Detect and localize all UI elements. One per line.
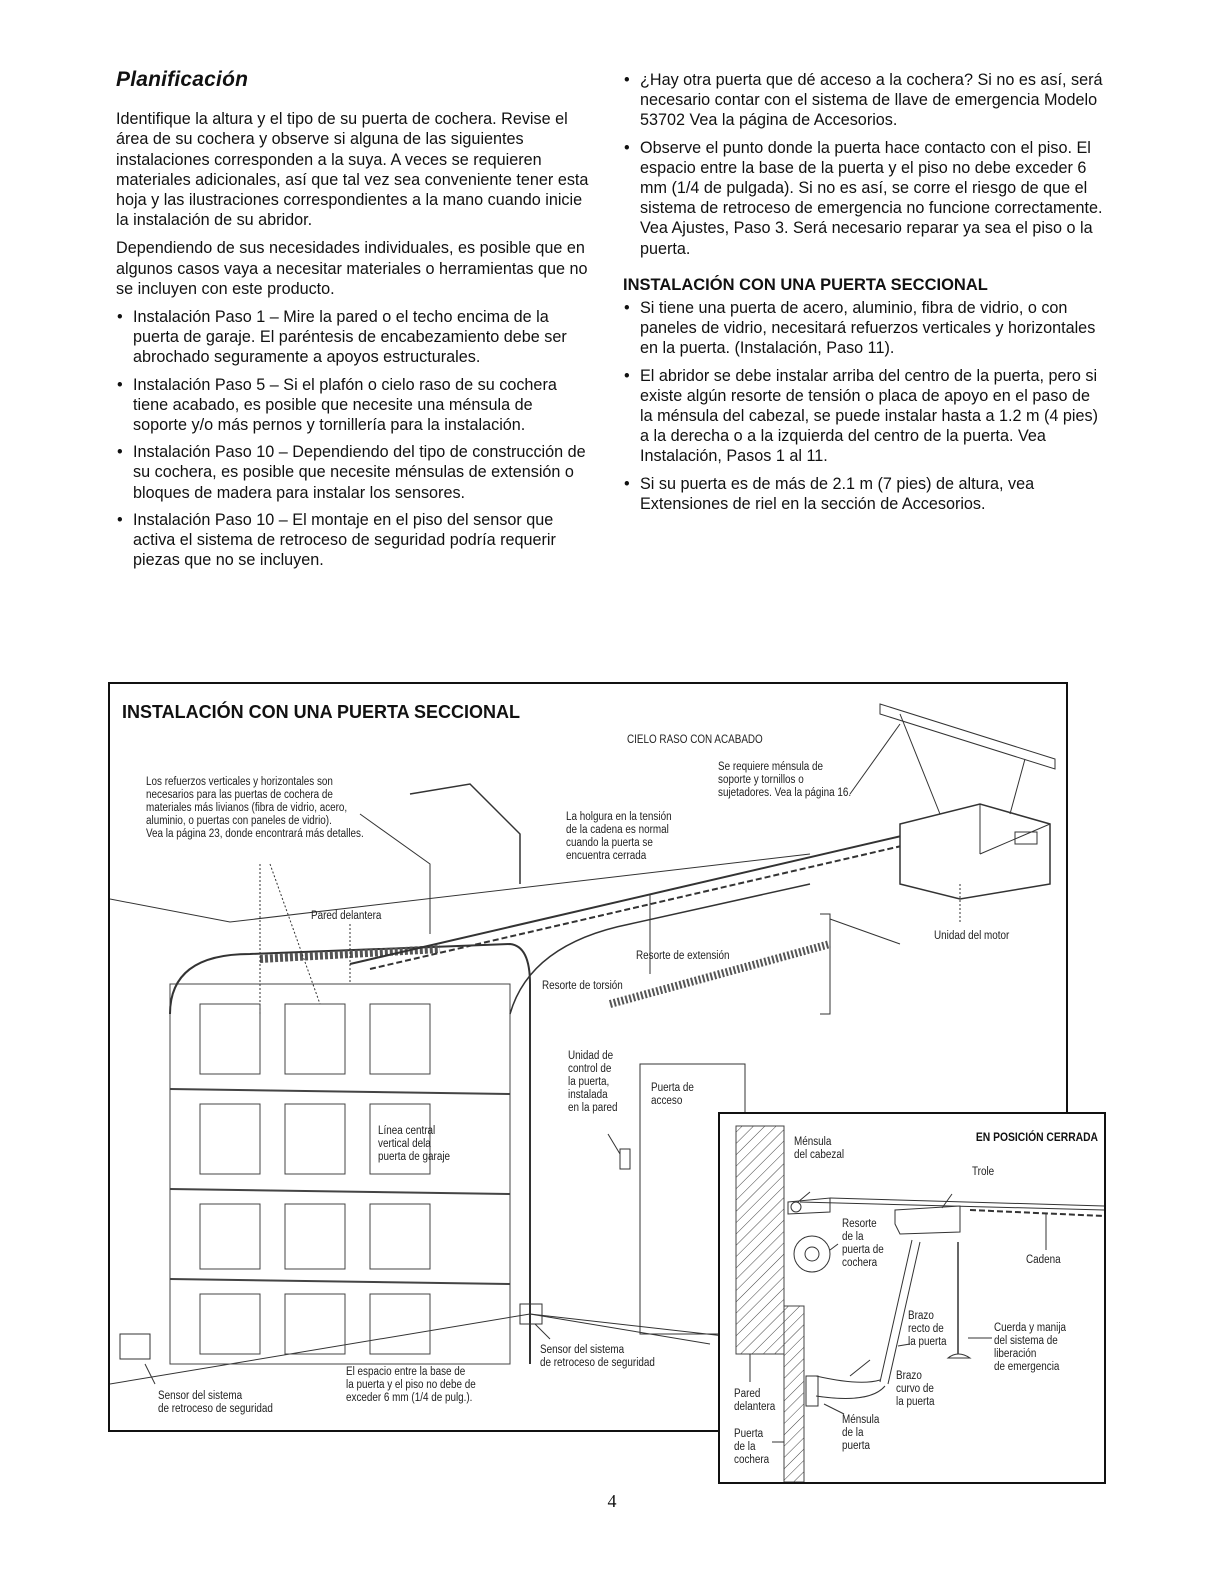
list-item: • Instalación Paso 10 – El montaje en el piso del sensor que activa el sistema de retroceso de seguridad podría requerir piezas que no se incluyen. — [116, 510, 590, 571]
header-bracket — [410, 784, 520, 884]
label-line: Resorte — [842, 1218, 877, 1230]
sectional-door-list — [623, 298, 1103, 514]
leader-line — [850, 724, 900, 794]
label-line: delantera — [734, 1401, 776, 1413]
requirements-list — [116, 307, 590, 570]
curved-arm — [816, 1376, 885, 1398]
chain-label: Cadena — [1026, 1254, 1061, 1266]
label-line: Brazo — [896, 1370, 922, 1382]
door-control-label — [568, 1050, 617, 1115]
access-door-label — [651, 1082, 694, 1108]
label-line: curvo de — [896, 1383, 934, 1395]
wall-control-box — [620, 1149, 630, 1169]
label-line: Puerta de — [651, 1082, 694, 1094]
chain — [970, 1210, 1104, 1216]
trolley-label: Trole — [972, 1166, 995, 1178]
sensor-right-label — [540, 1344, 655, 1370]
release-rope-label — [994, 1322, 1066, 1374]
reinforcement-note — [146, 776, 364, 841]
label-line: acceso — [651, 1095, 683, 1107]
leader-line — [830, 1244, 838, 1250]
label-line: la puerta, — [568, 1076, 610, 1088]
label-line: Los refuerzos verticales y horizontales son — [146, 776, 333, 788]
list-item: • Instalación Paso 10 – Dependiendo del tipo de construcción de su cochera, es posible que necesite ménsulas de extensión o bloques de madera para instalar los sensores. — [116, 442, 590, 503]
closed-position-illustration — [720, 1114, 1104, 1482]
label-line: vertical dela — [378, 1138, 431, 1150]
extension-spring-label: Resorte de extensión — [636, 950, 730, 962]
label-line: puerta de garaje — [378, 1151, 451, 1163]
list-item: • Instalación Paso 1 – Mire la pared o el techo encima de la puerta de garaje. El paréntesis de encabezamiento debe ser abrochado seguramente a apoyos estructurales. — [116, 307, 590, 368]
label-line: cochera — [842, 1257, 878, 1269]
inset-title: EN POSICIÓN CERRADA — [975, 1130, 1098, 1144]
door-bracket — [806, 1376, 818, 1406]
chain-slack-label — [566, 811, 672, 863]
label-line: puerta — [842, 1440, 871, 1452]
ceiling-bracket — [880, 704, 1055, 769]
list-item: • ¿Hay otra puerta que dé acceso a la cochera? Si no es así, será necesario contar con el sistema de llave de emergencia Modelo 53702 Vea la página de Accesorios. — [623, 70, 1103, 131]
label-line: Sensor del sistema — [540, 1344, 625, 1356]
door-bracket-label — [842, 1414, 879, 1453]
motor-unit-label: Unidad del motor — [934, 930, 1010, 942]
label-line: encuentra cerrada — [566, 850, 647, 862]
label-line: recto de — [908, 1323, 944, 1335]
label-line: Se requiere ménsula de — [718, 761, 824, 773]
closed-position-inset — [718, 1112, 1106, 1484]
torsion-spring-label: Resorte de torsión — [542, 980, 623, 992]
label-line: de la — [842, 1231, 864, 1243]
left-column — [116, 70, 590, 577]
release-handle — [948, 1354, 970, 1358]
intro-paragraph: Dependiendo de sus necesidades individuales, es posible que en algunos casos vaya a necesitar materiales o herramientas que no se incluyen con este producto. — [116, 239, 588, 298]
label-line: materiales más livianos (fibra de vidrio, acero, — [146, 802, 348, 814]
label-line: de emergencia — [994, 1361, 1060, 1373]
label-line: Unidad de — [568, 1050, 614, 1062]
leader-line — [535, 1324, 550, 1339]
intro-paragraph: Identifique la altura y el tipo de su puerta de cochera. Revise el área de su cochera y observe si alguna de las siguientes instalaciones corresponden a la suya. A veces se requieren materiales adicionales, así que tal vez sea conveniente tener esta hoja y las ilustraciones correspondientes a la mano cuando inicie la instalación de su abridor. — [116, 110, 589, 230]
label-line: cochera — [734, 1454, 770, 1466]
door-track — [170, 944, 530, 1364]
header-bracket-label — [794, 1136, 844, 1162]
spring-bracket — [820, 914, 900, 1014]
leader-line — [608, 1134, 620, 1154]
label-line: control de — [568, 1063, 612, 1075]
checks-list — [623, 70, 1103, 259]
bracket-strap — [900, 714, 1025, 814]
label-line: de retroceso de seguridad — [540, 1357, 655, 1369]
label-line: de la cadena es normal — [566, 824, 669, 836]
leader-line — [850, 1360, 870, 1376]
label-line: necesarios para las puertas de cochera de — [146, 789, 333, 801]
bracket-required-label — [718, 761, 851, 800]
label-line: Pared — [734, 1388, 761, 1400]
list-item: • Si tiene una puerta de acero, aluminio, fibra de vidrio, o con paneles de vidrio, necesitará refuerzos verticales y horizontales en la puerta. (Instalación, Paso 11). — [623, 298, 1103, 359]
label-line: en la pared — [568, 1102, 618, 1114]
spring-drum — [794, 1236, 830, 1272]
inset-front-wall-label — [734, 1388, 775, 1414]
right-column — [623, 70, 1103, 521]
label-line: del sistema de — [994, 1335, 1058, 1347]
label-line: liberación — [994, 1348, 1037, 1360]
garage-door — [170, 984, 510, 1364]
list-item: • Si su puerta es de más de 2.1 m (7 pies) de altura, vea Extensiones de riel en la sección de Accesorios. — [623, 474, 1103, 514]
finished-ceiling-label: CIELO RASO CON ACABADO — [627, 734, 763, 746]
label-line: cuando la puerta se — [566, 837, 653, 849]
front-wall-hatch — [736, 1126, 784, 1354]
label-line: exceder 6 mm (1/4 de pulg.). — [346, 1392, 473, 1404]
door-track-right — [510, 884, 810, 1014]
side-wall-line — [530, 1314, 710, 1344]
leader-line — [824, 1404, 844, 1414]
label-line: Cuerda y manija — [994, 1322, 1067, 1334]
garage-door-label — [734, 1428, 769, 1467]
door-spring-label — [842, 1218, 884, 1270]
list-item: • El abridor se debe instalar arriba del centro de la puerta, pero si existe algún resorte de tensión o placa de apoyo en el paso de la ménsula del cabezal, se puede instalar hasta a 1.2 m (4 pies) a la derecha o a la izquierda del centro de la puerta. Vea Instalación, Pasos 1 al 11. — [623, 366, 1103, 467]
diagram-title: INSTALACIÓN CON UNA PUERTA SECCIONAL — [122, 702, 520, 722]
front-wall-label: Pared delantera — [311, 910, 382, 922]
label-line: soporte y tornillos o — [718, 774, 804, 786]
label-line: Sensor del sistema — [158, 1390, 243, 1402]
subsection-title: INSTALACIÓN CON UNA PUERTA SECCIONAL — [623, 275, 988, 294]
label-line: Ménsula — [842, 1414, 880, 1426]
label-line: la puerta — [908, 1336, 947, 1348]
list-item: • Instalación Paso 5 – Si el plafón o cielo raso de su cochera tiene acabado, es posible que necesite una ménsula de soporte y/o más pernos y tornillería para la instalación. — [116, 375, 590, 436]
label-line: aluminio, o puertas con paneles de vidrio). — [146, 815, 332, 827]
ceiling-line — [110, 854, 810, 922]
leader-line — [145, 1364, 155, 1384]
label-line: puerta de — [842, 1244, 884, 1256]
label-line: de la — [734, 1441, 756, 1453]
label-line: la puerta — [896, 1396, 935, 1408]
label-line: la puerta y el piso no debe de — [346, 1379, 476, 1391]
label-line: de la — [842, 1427, 864, 1439]
label-line: del cabezal — [794, 1149, 845, 1161]
garage-door-hatch — [784, 1306, 804, 1482]
page-number: 4 — [607, 1491, 617, 1511]
label-line: Línea central — [378, 1125, 436, 1137]
label-line: La holgura en la tensión — [566, 811, 672, 823]
list-item: • Observe el punto donde la puerta hace contacto con el piso. El espacio entre la base de la puerta y el piso no debe exceder 6 mm (1/4 de pulgada). Si no es así, se corre el riesgo de que el sistema de retroceso de emergencia no funcione correctamente. Vea Ajustes, Paso 3. Será necesario reparar ya sea el piso o la puerta. — [623, 138, 1103, 259]
centerline-label — [378, 1125, 450, 1164]
label-line: Ménsula — [794, 1136, 832, 1148]
sensor-left-bracket — [120, 1334, 150, 1359]
label-line: de retroceso de seguridad — [158, 1403, 273, 1415]
sensor-left-label — [158, 1390, 273, 1416]
motor-unit — [900, 804, 1050, 899]
trolley — [895, 1206, 960, 1234]
curved-arm-label — [896, 1370, 934, 1409]
label-line: Vea la página 23, donde encontrará más detalles. — [146, 828, 364, 840]
label-line: instalada — [568, 1089, 608, 1101]
leader-line — [260, 864, 320, 1014]
section-title: Planificación — [116, 68, 249, 91]
label-line: sujetadores. Vea la página 16. — [718, 787, 852, 799]
label-line: Puerta — [734, 1428, 764, 1440]
straight-arm-label — [908, 1310, 946, 1349]
label-line: Brazo — [908, 1310, 934, 1322]
label-line: El espacio entre la base de — [346, 1366, 466, 1378]
gap-note-label — [346, 1366, 476, 1405]
